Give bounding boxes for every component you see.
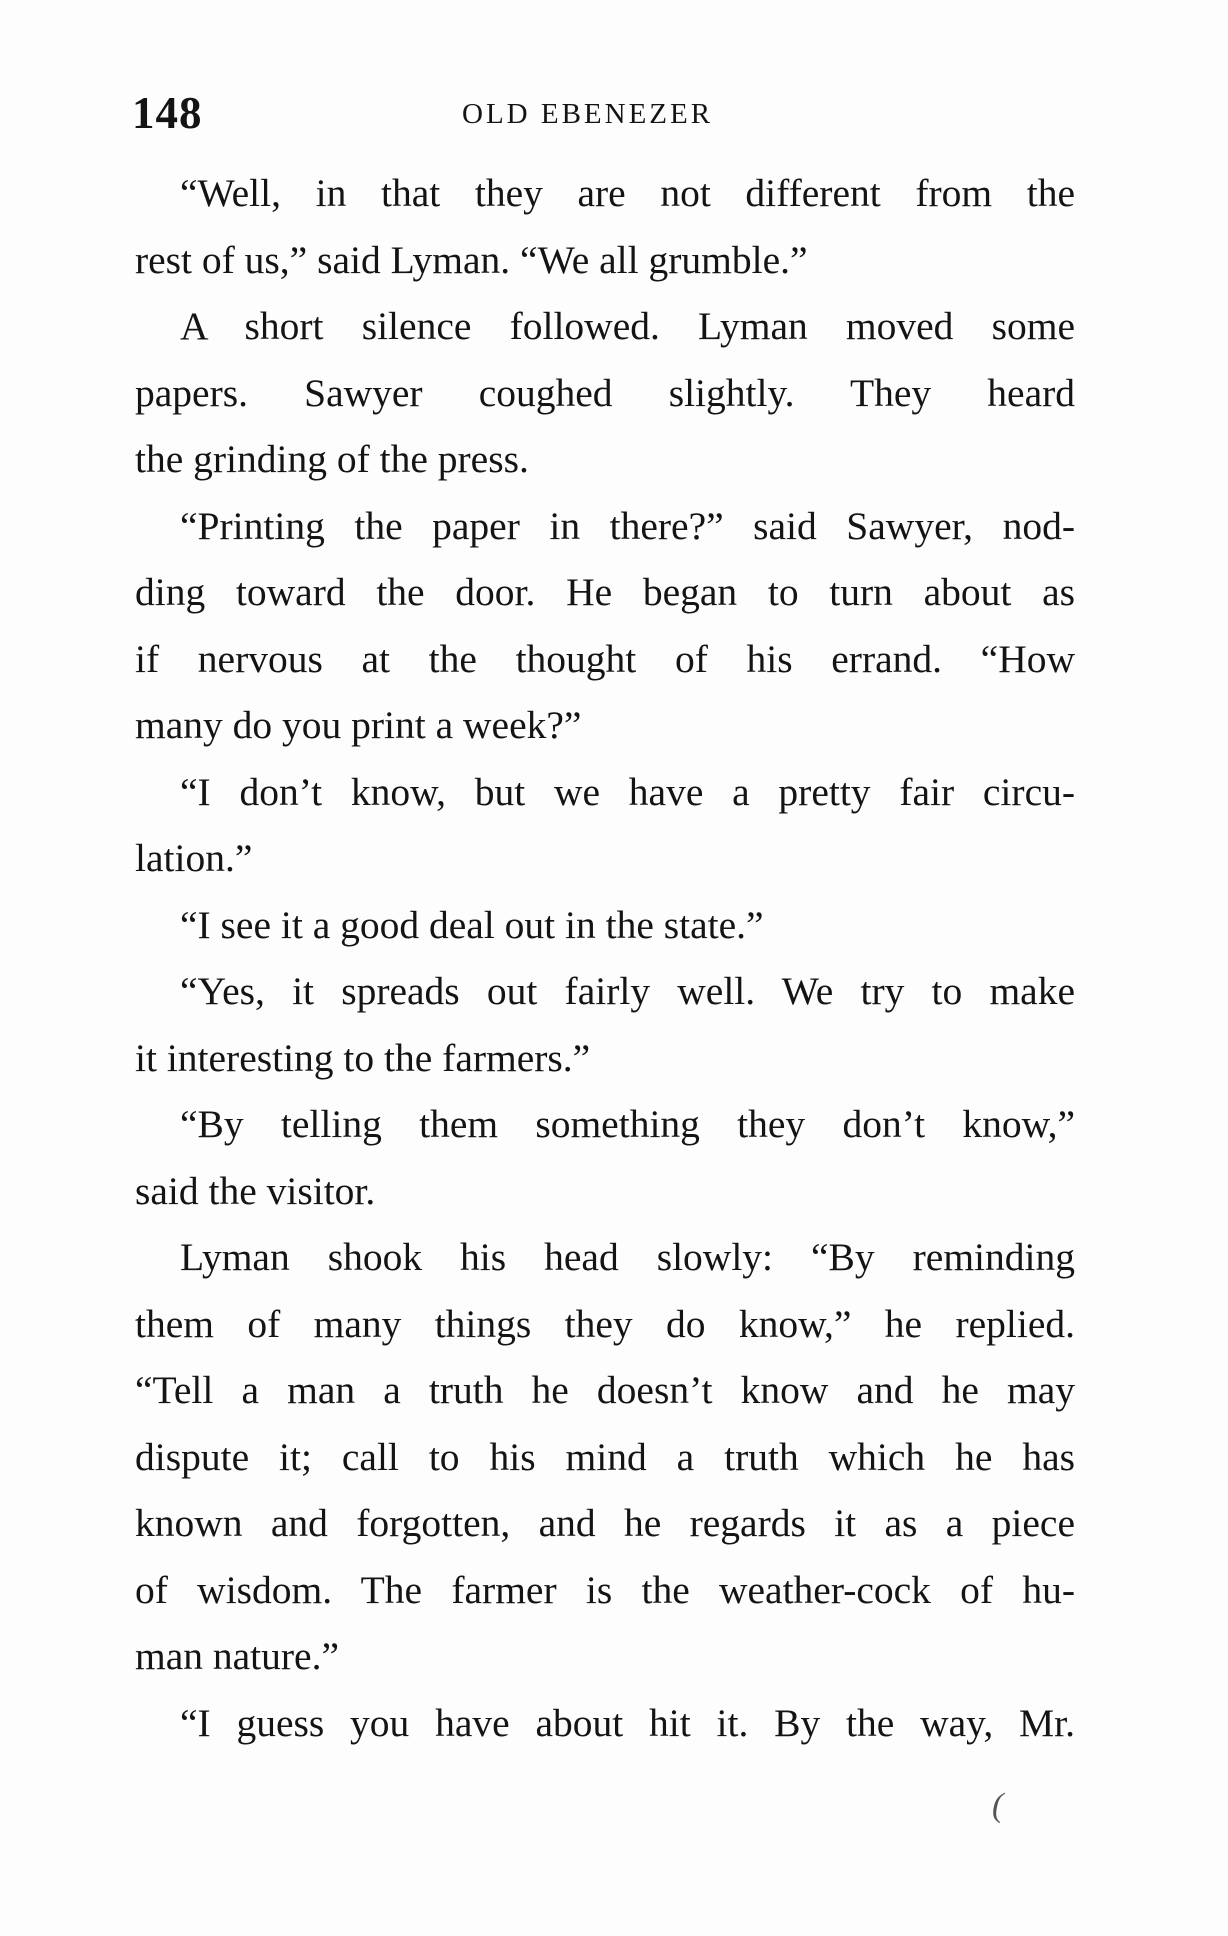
text-line: dispute it; call to his mind a truth which he has — [135, 1434, 1075, 1479]
text-line: said the visitor. — [135, 1168, 376, 1213]
text-line: A short silence followed. Lyman moved some — [180, 304, 1075, 348]
text-line: known and forgotten, and he regards it as a piece — [135, 1501, 1075, 1545]
text-line: “Printing the paper in there?” said Sawyer, nod- — [180, 503, 1075, 548]
text-line: “Yes, it spreads out fairly well. We try to make — [180, 969, 1075, 1013]
text-line: it interesting to the farmers.” — [135, 1035, 591, 1080]
text-line: Lyman shook his head slowly: “By reminding — [180, 1235, 1075, 1279]
text-line: the grinding of the press. — [135, 437, 529, 481]
text-line: “I don’t know, but we have a pretty fair circu- — [180, 769, 1075, 814]
text-line: “I guess you have about hit it. By the way, Mr. — [180, 1700, 1075, 1745]
text-line: lation.” — [135, 836, 253, 880]
text-line: rest of us,” said Lyman. “We all grumble.” — [135, 237, 808, 282]
text-line: “By telling them something they don’t know,” — [180, 1102, 1075, 1146]
running-title: OLD EBENEZER — [462, 98, 714, 130]
text-line: “Well, in that they are not different from the — [180, 171, 1075, 215]
text-line: them of many things they do know,” he replied. — [135, 1301, 1075, 1346]
stray-mark: ( — [992, 1787, 1004, 1824]
text-line: ding toward the door. He began to turn about as — [135, 570, 1075, 614]
page-number: 148 — [132, 88, 203, 138]
body-text — [135, 160, 1075, 1756]
text-line: man nature.” — [135, 1634, 339, 1678]
text-line: papers. Sawyer coughed slightly. They heard — [135, 370, 1075, 415]
text-line: of wisdom. The farmer is the weather-cock of hu- — [135, 1567, 1075, 1612]
running-head — [132, 88, 1082, 138]
text-line: many do you print a week?” — [135, 703, 582, 747]
text-line: “I see it a good deal out in the state.” — [180, 902, 764, 947]
text-line: “Tell a man a truth he doesn’t know and he may — [135, 1368, 1075, 1412]
text-line: if nervous at the thought of his errand. “How — [135, 636, 1075, 681]
